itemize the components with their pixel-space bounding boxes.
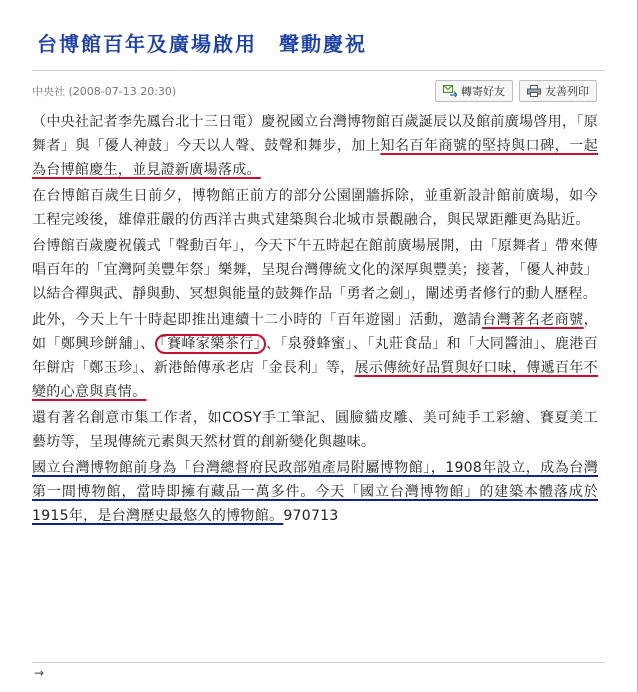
highlight-blue-underline: 國立台灣博物館前身為「台灣總督府民政部殖產局附屬博物館」，1908年設立，成為台灣第一間博物館，當時即擁有藏品一萬多件。今天「國立台灣博物館」的建築本體落成於1915年，是台灣歷史最悠久的博物館。: [32, 460, 598, 524]
footer-arrow: →: [34, 666, 45, 680]
source-timestamp: 中央社 (2008-07-13 20:30): [32, 85, 177, 98]
article-paragraph: [32, 184, 598, 232]
article-title: 台博館百年及廣場啟用 聲動慶祝: [37, 32, 367, 56]
highlight-red-underline: 展示傳統好品質與好口味，傳遞百年不變的心意與真情。: [32, 360, 598, 400]
text-segment: （中央社記者李先鳳台北十三日電）慶祝國立台灣博物館百歲誕辰以及館前廣場啓用，「原舞者」與「優人神鼓」今天以人聲、鼓聲和舞步，加上: [32, 114, 598, 154]
title-divider: [32, 70, 605, 71]
article-paragraph: [32, 234, 598, 306]
article-paragraph: [32, 110, 598, 182]
article-paragraph: [32, 308, 598, 404]
article-toolbar: [435, 80, 597, 102]
footer-divider: [32, 662, 605, 663]
article-paragraph: [32, 406, 598, 454]
text-segment: 此外，今天上午十時起即推出連續十二小時的「百年遊園」活動，邀請: [32, 312, 483, 328]
forward-icon: [443, 85, 457, 97]
forward-to-friend-button[interactable]: [435, 80, 513, 102]
text-segment: 、「泉發蜂蜜」、「丸莊食品」和「大同醬油」、鹿港百年餅店「鄭玉珍」、新港飴傳承老店「金長利」等，: [32, 336, 599, 376]
highlight-red-underline: 台灣著名老商號: [482, 312, 584, 328]
text-segment: 台博館百歲慶祝儀式「聲動百年」，今天下午五時起在館前廣場展開，由「原舞者」帶來傳唱百年的「宜灣阿美豐年祭」樂舞，呈現台灣傳統文化的深厚與豐美；接著，「優人神鼓」以結合禪與武、靜與動、冥想與能量的鼓舞作品「勇者之劍」，闡述勇者修行的動人歷程。: [32, 238, 598, 302]
highlight-red-circle: 「賽峰家樂茶行」: [155, 334, 266, 354]
text-segment: 還有著名創意市集工作者，如COSY手工筆記、圓臉貓皮雕、美可純手工彩繪、賽夏美工藝坊等，呈現傳統元素與天然材質的創新變化與趣味。: [32, 410, 598, 450]
text-segment: ，如「鄭興珍餅舖」、: [32, 312, 598, 352]
print-button-label: 友善列印: [545, 85, 589, 98]
highlight-red-underline: 知名百年商號的堅持與口碑，一起為台博館慶生，並見證新廣場落成。: [32, 138, 599, 178]
forward-button-label: 轉寄好友: [461, 85, 505, 98]
article-paragraph: [32, 456, 598, 528]
printer-icon: [527, 85, 541, 97]
article-body: [32, 110, 598, 528]
print-friendly-button[interactable]: [519, 80, 597, 102]
text-segment: 在台博館百歲生日前夕，博物館正前方的部分公園圍牆拆除，並重新設計館前廣場，如今工程完竣後，雄偉莊嚴的仿西洋古典式建築與台北城市景觀融合，與民眾距離更為貼近。: [32, 188, 598, 228]
text-segment: 970713: [283, 508, 339, 524]
